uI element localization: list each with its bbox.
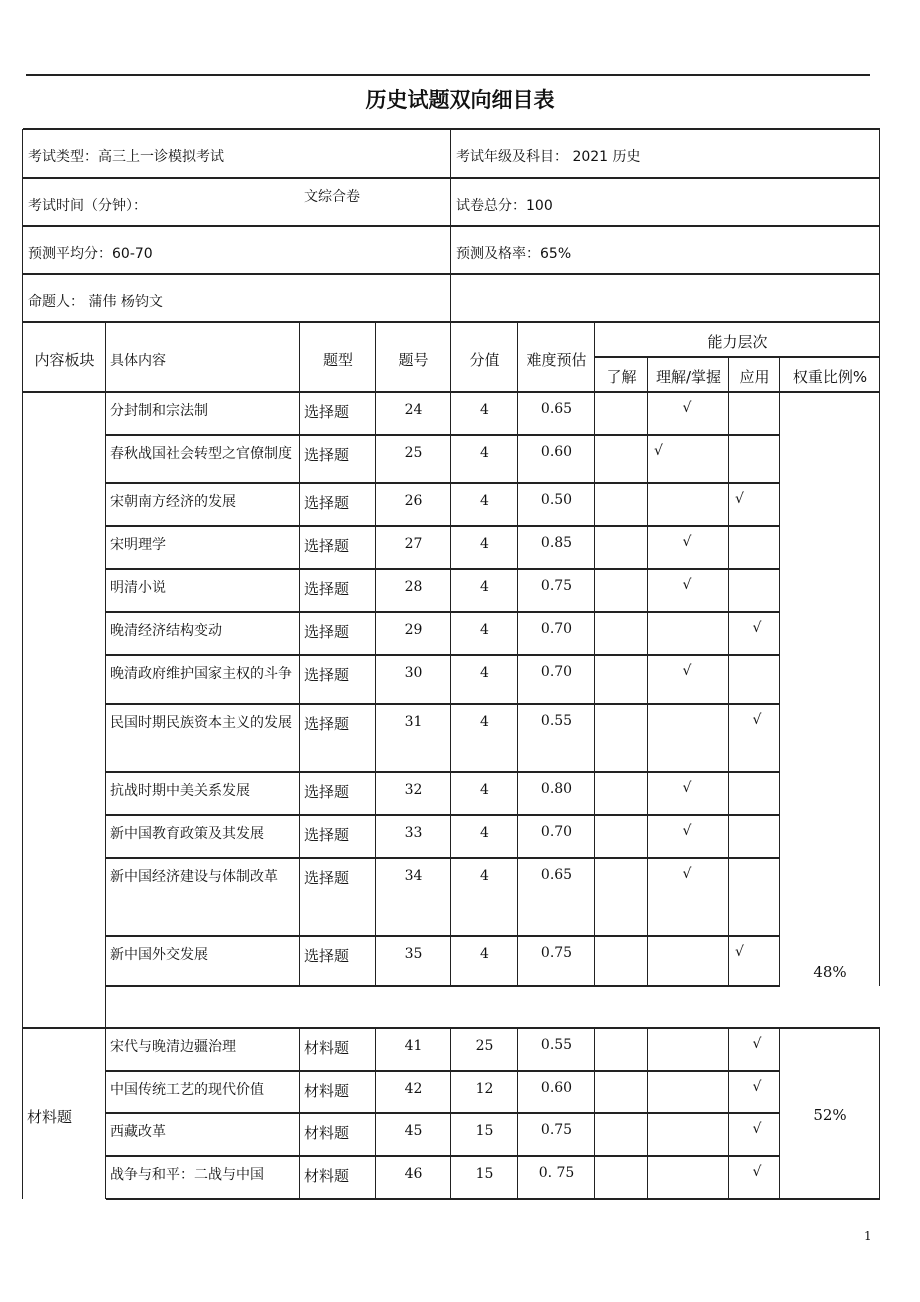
table-rule xyxy=(728,936,729,986)
table-rule xyxy=(105,655,106,704)
row-type: 选择题 xyxy=(304,403,350,421)
row-content: 晚清政府维护国家主权的斗争 xyxy=(110,666,292,682)
table-rule xyxy=(594,483,595,526)
table-rule xyxy=(106,814,780,816)
table-rule xyxy=(647,612,648,655)
table-rule xyxy=(106,482,780,484)
table-rule xyxy=(22,392,23,1199)
table-rule xyxy=(647,1113,648,1156)
table-rule xyxy=(105,772,106,815)
row-content: 新中国外交发展 xyxy=(110,947,208,963)
row-score: 15 xyxy=(475,1123,494,1139)
table-rule xyxy=(105,858,106,936)
row-type: 选择题 xyxy=(304,826,350,844)
table-rule xyxy=(299,704,300,772)
table-rule xyxy=(299,483,300,526)
table-rule xyxy=(647,569,648,612)
row-score: 4 xyxy=(480,579,489,595)
table-rule xyxy=(779,1156,780,1199)
row-content: 新中国教育政策及其发展 xyxy=(110,826,264,842)
row-score: 4 xyxy=(480,868,489,884)
ability-check: √ xyxy=(752,1036,762,1052)
table-rule xyxy=(375,526,376,569)
table-rule xyxy=(105,704,106,772)
header-content: 具体内容 xyxy=(110,353,166,369)
row-type: 材料题 xyxy=(304,1167,350,1185)
ability-check: √ xyxy=(735,491,744,507)
authors: 命题人： 蒲伟 杨钧文 xyxy=(28,294,163,310)
table-rule xyxy=(450,815,451,858)
table-rule xyxy=(728,1156,729,1199)
table-rule xyxy=(517,772,518,815)
ability-check: √ xyxy=(682,400,692,416)
ability-check: √ xyxy=(682,780,692,796)
table-rule xyxy=(594,772,595,815)
table-rule xyxy=(375,392,376,435)
row-number: 31 xyxy=(404,714,423,730)
table-rule xyxy=(779,483,780,526)
table-rule xyxy=(728,858,729,936)
table-rule xyxy=(647,1071,648,1113)
row-number: 42 xyxy=(404,1081,423,1097)
table-rule xyxy=(647,526,648,569)
table-rule xyxy=(299,392,300,435)
table-rule xyxy=(299,1028,300,1071)
table-rule xyxy=(728,526,729,569)
table-rule xyxy=(779,435,780,483)
table-rule xyxy=(450,526,451,569)
row-difficulty: 0.80 xyxy=(540,781,573,797)
table-rule xyxy=(517,1113,518,1156)
row-content: 晚清经济结构变动 xyxy=(110,623,222,639)
table-rule xyxy=(728,435,729,483)
row-difficulty: 0.75 xyxy=(540,945,573,961)
section-name: 材料题 xyxy=(27,1108,73,1126)
table-rule xyxy=(779,858,780,936)
row-number: 35 xyxy=(404,946,423,962)
row-number: 24 xyxy=(404,402,423,418)
row-difficulty: 0.65 xyxy=(540,867,573,883)
table-rule xyxy=(106,434,780,436)
page-title: 历史试题双向细目表 xyxy=(365,88,555,112)
table-rule xyxy=(299,435,300,483)
row-difficulty: 0.60 xyxy=(540,444,573,460)
table-rule xyxy=(647,655,648,704)
table-rule xyxy=(450,483,451,526)
row-score: 4 xyxy=(480,445,489,461)
ability-check: √ xyxy=(682,823,692,839)
row-difficulty: 0.60 xyxy=(540,1080,573,1096)
row-type: 选择题 xyxy=(304,869,350,887)
table-rule xyxy=(105,435,106,483)
row-type: 选择题 xyxy=(304,623,350,641)
table-rule xyxy=(594,526,595,569)
paper-note: 文综合卷 xyxy=(304,189,360,205)
table-rule xyxy=(728,392,729,435)
table-rule xyxy=(728,569,729,612)
row-content: 明清小说 xyxy=(110,580,166,596)
table-rule xyxy=(647,858,648,936)
exam-time: 考试时间（分钟）： xyxy=(28,198,147,214)
row-type: 选择题 xyxy=(304,715,350,733)
section-weight: 48% xyxy=(813,963,847,981)
table-rule xyxy=(517,815,518,858)
table-rule xyxy=(23,1027,880,1029)
table-rule xyxy=(594,1028,595,1071)
header-type: 题型 xyxy=(322,351,353,369)
table-rule xyxy=(779,392,780,435)
row-type: 材料题 xyxy=(304,1124,350,1142)
table-rule xyxy=(517,704,518,772)
row-number: 25 xyxy=(404,445,423,461)
ability-check: √ xyxy=(682,534,692,550)
table-rule xyxy=(106,568,780,570)
table-rule xyxy=(375,858,376,936)
table-rule xyxy=(375,936,376,986)
row-content: 中国传统工艺的现代价值 xyxy=(110,1082,264,1098)
table-rule xyxy=(375,612,376,655)
table-rule xyxy=(299,936,300,986)
table-rule xyxy=(375,483,376,526)
row-content: 抗战时期中美关系发展 xyxy=(110,783,250,799)
row-difficulty: 0.50 xyxy=(540,492,573,508)
table-rule xyxy=(779,526,780,569)
table-rule xyxy=(375,1028,376,1071)
table-rule xyxy=(728,655,729,704)
table-rule xyxy=(517,569,518,612)
table-rule xyxy=(375,772,376,815)
table-rule xyxy=(517,1071,518,1113)
table-rule xyxy=(517,655,518,704)
table-rule xyxy=(517,392,518,435)
table-rule xyxy=(647,772,648,815)
table-rule xyxy=(106,857,780,859)
table-rule xyxy=(450,1071,451,1113)
header-score: 分值 xyxy=(469,351,500,369)
table-rule xyxy=(450,1028,451,1071)
row-score: 4 xyxy=(480,714,489,730)
table-rule xyxy=(728,704,729,772)
table-rule xyxy=(779,612,780,655)
table-rule xyxy=(647,936,648,986)
ability-check: √ xyxy=(752,620,762,636)
table-rule xyxy=(647,704,648,772)
row-type: 选择题 xyxy=(304,580,350,598)
header-apply: 应用 xyxy=(739,368,770,386)
table-rule xyxy=(299,858,300,936)
table-rule xyxy=(23,177,880,179)
table-rule xyxy=(728,1028,729,1071)
table-rule xyxy=(779,772,780,815)
header-ability: 能力层次 xyxy=(707,333,768,351)
row-difficulty: 0.75 xyxy=(540,1122,573,1138)
ability-check: √ xyxy=(752,1079,762,1095)
table-rule xyxy=(450,129,451,322)
table-rule xyxy=(728,1071,729,1113)
table-rule xyxy=(450,1156,451,1199)
table-rule xyxy=(23,321,880,323)
row-number: 46 xyxy=(404,1166,423,1182)
row-number: 32 xyxy=(404,782,423,798)
row-content: 宋代与晚清边疆治理 xyxy=(110,1039,236,1055)
header-comprehend: 理解/掌握 xyxy=(655,368,722,386)
table-rule xyxy=(375,704,376,772)
row-score: 4 xyxy=(480,825,489,841)
table-rule xyxy=(594,1113,595,1156)
table-rule xyxy=(106,1112,780,1114)
row-content: 战争与和平：二战与中国 xyxy=(110,1167,264,1183)
row-difficulty: 0.75 xyxy=(540,578,573,594)
table-rule xyxy=(595,356,880,358)
row-type: 选择题 xyxy=(304,947,350,965)
row-number: 30 xyxy=(404,665,423,681)
table-rule xyxy=(450,704,451,772)
row-difficulty: 0.55 xyxy=(540,1037,573,1053)
ability-check: √ xyxy=(682,866,692,882)
table-rule xyxy=(299,1113,300,1156)
table-rule xyxy=(594,612,595,655)
row-type: 材料题 xyxy=(304,1039,350,1057)
table-rule xyxy=(594,815,595,858)
table-rule xyxy=(517,612,518,655)
table-rule xyxy=(106,1070,780,1072)
table-rule xyxy=(594,704,595,772)
row-score: 4 xyxy=(480,665,489,681)
row-number: 33 xyxy=(404,825,423,841)
table-rule xyxy=(105,526,106,569)
row-content: 西藏改革 xyxy=(110,1124,166,1140)
table-rule xyxy=(594,392,595,435)
table-rule xyxy=(728,612,729,655)
ability-check: √ xyxy=(752,1121,762,1137)
table-rule xyxy=(594,1071,595,1113)
row-content: 分封制和宗法制 xyxy=(110,403,208,419)
row-score: 4 xyxy=(480,946,489,962)
table-rule xyxy=(594,936,595,986)
predicted-average: 预测平均分：60-70 xyxy=(28,246,153,262)
table-rule xyxy=(299,655,300,704)
row-content: 春秋战国社会转型之官僚制度 xyxy=(110,446,292,462)
table-rule xyxy=(106,1198,880,1200)
table-rule xyxy=(375,1071,376,1113)
table-rule xyxy=(779,704,780,772)
table-rule xyxy=(106,935,780,937)
row-type: 选择题 xyxy=(304,666,350,684)
table-rule xyxy=(106,985,780,987)
table-rule xyxy=(375,435,376,483)
header-difficulty: 难度预估 xyxy=(526,351,587,369)
table-rule xyxy=(375,1156,376,1199)
row-difficulty: 0.70 xyxy=(540,621,573,637)
table-rule xyxy=(728,772,729,815)
table-rule xyxy=(779,1028,780,1071)
table-rule xyxy=(879,392,880,986)
section-weight: 52% xyxy=(813,1106,847,1124)
row-score: 4 xyxy=(480,493,489,509)
row-number: 27 xyxy=(404,536,423,552)
header-section: 内容板块 xyxy=(34,351,95,369)
row-score: 4 xyxy=(480,622,489,638)
table-rule xyxy=(594,858,595,936)
table-rule xyxy=(647,815,648,858)
table-rule xyxy=(299,612,300,655)
table-rule xyxy=(375,655,376,704)
table-rule xyxy=(728,1113,729,1156)
table-rule xyxy=(105,569,106,612)
table-rule xyxy=(450,392,451,435)
row-number: 26 xyxy=(404,493,423,509)
table-rule xyxy=(594,1156,595,1199)
table-rule xyxy=(450,569,451,612)
table-rule xyxy=(299,772,300,815)
table-rule xyxy=(450,1113,451,1156)
table-rule xyxy=(106,654,780,656)
table-rule xyxy=(779,655,780,704)
table-rule xyxy=(450,655,451,704)
table-rule xyxy=(299,1071,300,1113)
row-type: 选择题 xyxy=(304,537,350,555)
table-rule xyxy=(23,225,880,227)
table-rule xyxy=(299,815,300,858)
table-rule xyxy=(728,815,729,858)
table-rule xyxy=(105,612,106,655)
table-rule xyxy=(105,483,106,526)
table-rule xyxy=(450,435,451,483)
row-number: 34 xyxy=(404,868,423,884)
row-score: 15 xyxy=(475,1166,494,1182)
row-difficulty: 0.70 xyxy=(540,664,573,680)
row-content: 民国时期民族资本主义的发展 xyxy=(110,715,292,731)
table-rule xyxy=(375,1113,376,1156)
table-rule xyxy=(779,815,780,858)
table-rule xyxy=(647,1028,648,1071)
header-weight: 权重比例% xyxy=(792,368,868,386)
table-rule xyxy=(517,1156,518,1199)
table-rule xyxy=(106,611,780,613)
total-score: 试卷总分：100 xyxy=(456,198,553,214)
row-number: 29 xyxy=(404,622,423,638)
table-rule xyxy=(23,273,880,275)
row-number: 41 xyxy=(404,1038,423,1054)
table-rule xyxy=(647,392,648,435)
table-rule xyxy=(517,483,518,526)
row-type: 材料题 xyxy=(304,1082,350,1100)
row-difficulty: 0. 75 xyxy=(538,1165,575,1181)
row-type: 选择题 xyxy=(304,494,350,512)
ability-check: √ xyxy=(682,577,692,593)
row-content: 宋明理学 xyxy=(110,537,166,553)
row-score: 4 xyxy=(480,782,489,798)
table-rule xyxy=(450,772,451,815)
table-rule xyxy=(299,569,300,612)
table-rule xyxy=(647,435,648,483)
table-rule xyxy=(450,612,451,655)
table-rule xyxy=(594,435,595,483)
header-rule xyxy=(26,74,870,76)
table-rule xyxy=(594,655,595,704)
row-type: 选择题 xyxy=(304,783,350,801)
row-score: 4 xyxy=(480,536,489,552)
table-rule xyxy=(22,129,23,322)
ability-check: √ xyxy=(654,443,663,459)
table-rule xyxy=(375,815,376,858)
row-number: 45 xyxy=(404,1123,423,1139)
row-score: 12 xyxy=(475,1081,494,1097)
table-rule xyxy=(647,483,648,526)
table-rule xyxy=(779,569,780,612)
grade-subject: 考试年级及科目： 2021 历史 xyxy=(456,149,641,165)
header-number: 题号 xyxy=(398,351,429,369)
header-understand: 了解 xyxy=(606,368,637,386)
table-rule xyxy=(106,525,780,527)
table-rule xyxy=(879,129,880,322)
table-rule xyxy=(647,1156,648,1199)
ability-check: √ xyxy=(682,663,692,679)
table-rule xyxy=(517,1028,518,1071)
table-rule xyxy=(105,1028,106,1199)
exam-type: 考试类型：高三上一诊模拟考试 xyxy=(28,149,224,165)
table-rule xyxy=(299,526,300,569)
table-rule xyxy=(728,483,729,526)
table-rule xyxy=(450,858,451,936)
table-rule xyxy=(106,391,780,393)
page-number: 1 xyxy=(864,1229,872,1243)
row-content: 新中国经济建设与体制改革 xyxy=(110,869,278,885)
table-rule xyxy=(517,526,518,569)
predicted-pass-rate: 预测及格率：65% xyxy=(456,246,572,262)
table-rule xyxy=(450,936,451,986)
row-type: 选择题 xyxy=(304,446,350,464)
table-rule xyxy=(517,435,518,483)
ability-check: √ xyxy=(735,944,744,960)
table-rule xyxy=(517,936,518,986)
ability-check: √ xyxy=(752,1164,762,1180)
table-rule xyxy=(23,128,880,130)
row-score: 4 xyxy=(480,402,489,418)
row-score: 25 xyxy=(475,1038,494,1054)
table-rule xyxy=(299,1156,300,1199)
table-rule xyxy=(594,569,595,612)
ability-check: √ xyxy=(752,712,762,728)
row-difficulty: 0.85 xyxy=(540,535,573,551)
table-rule xyxy=(105,936,106,986)
row-difficulty: 0.65 xyxy=(540,401,573,417)
row-difficulty: 0.55 xyxy=(540,713,573,729)
table-rule xyxy=(106,1155,780,1157)
table-rule xyxy=(105,815,106,858)
row-difficulty: 0.70 xyxy=(540,824,573,840)
table-rule xyxy=(517,858,518,936)
row-content: 宋朝南方经济的发展 xyxy=(110,494,236,510)
row-number: 28 xyxy=(404,579,423,595)
table-rule xyxy=(105,392,106,435)
table-rule xyxy=(106,771,780,773)
table-rule xyxy=(375,569,376,612)
table-rule xyxy=(106,703,780,705)
table-rule xyxy=(105,986,106,1028)
